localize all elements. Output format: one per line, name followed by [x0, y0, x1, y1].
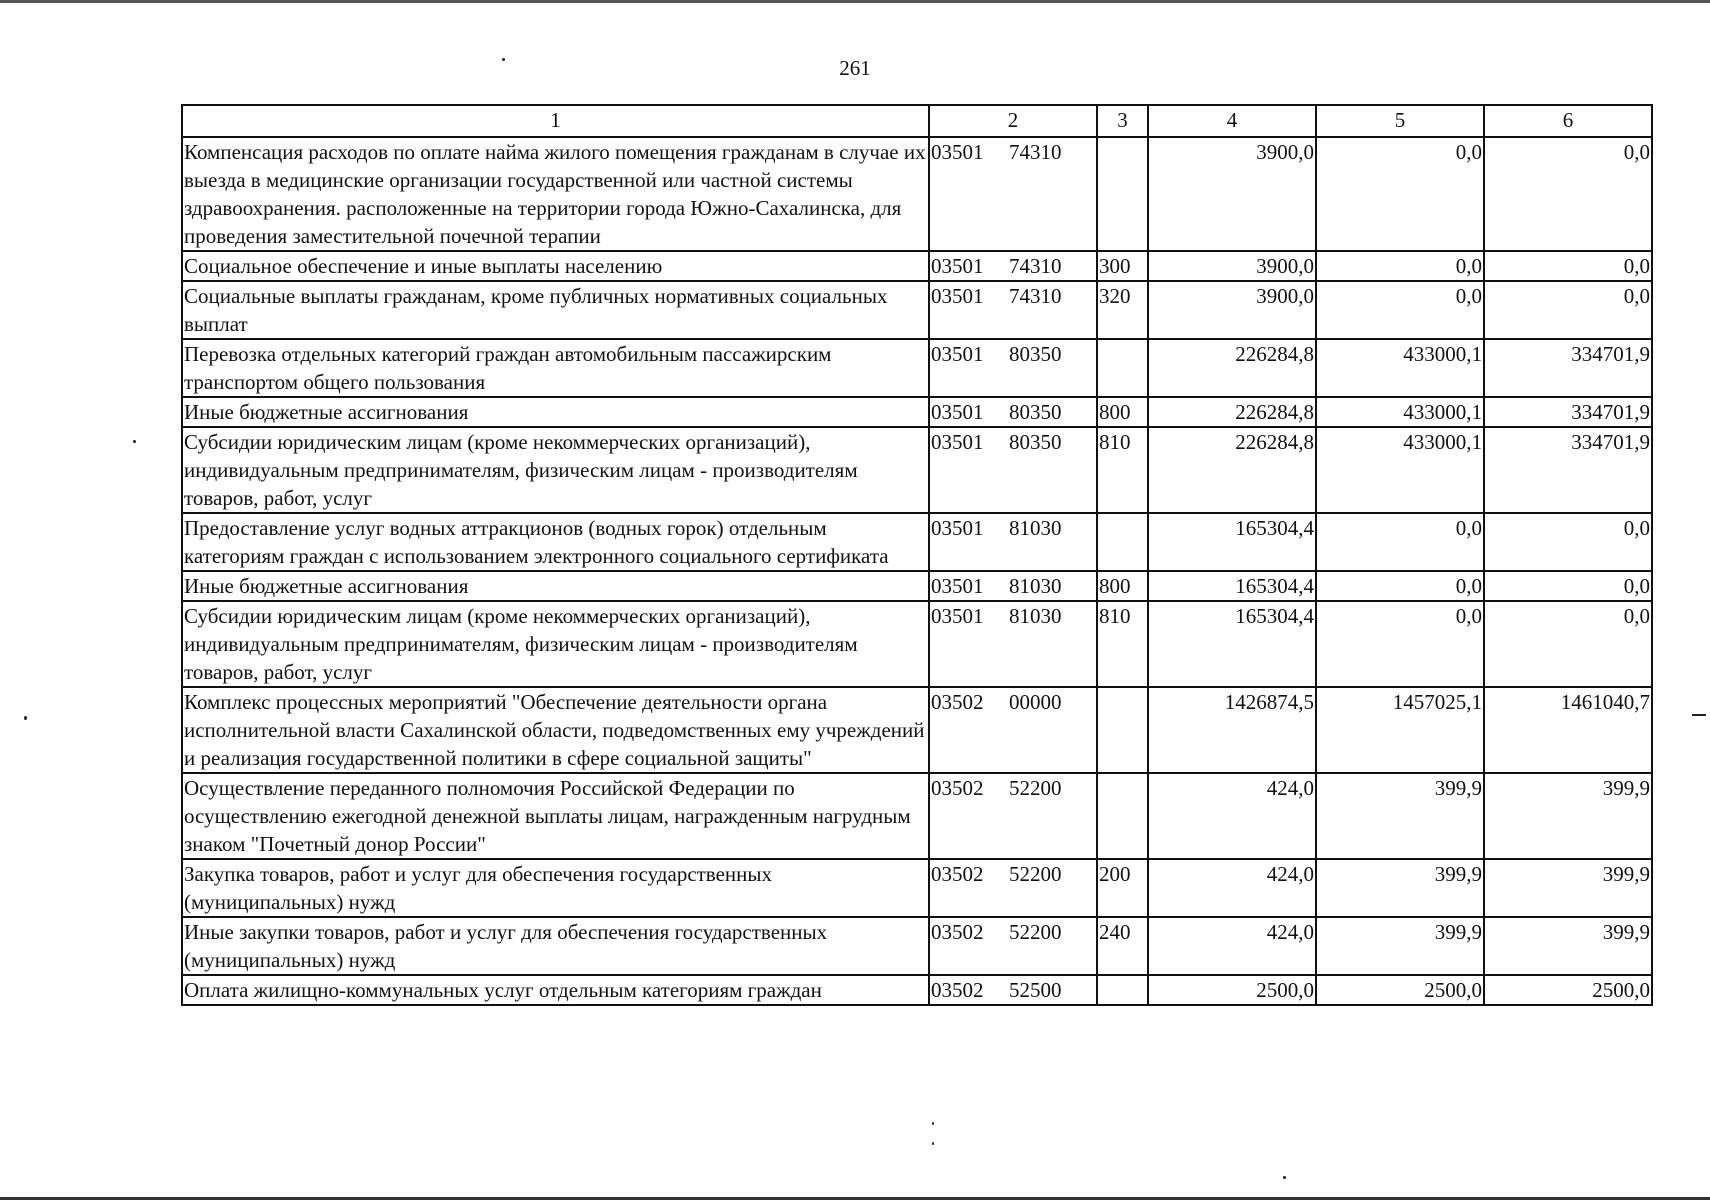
page-number: 261: [839, 56, 871, 80]
row-code: [929, 917, 1097, 975]
table-row: [182, 571, 1652, 601]
row-expense-type: 240: [1097, 917, 1148, 975]
row-name: Субсидии юридическим лицам (кроме некоммерческих организаций), индивидуальным предпринимателям, физическим лицам - производителям товаров, работ, услуг: [182, 427, 929, 513]
row-value-6: 399,9: [1484, 859, 1652, 917]
code-program: 03502: [931, 920, 984, 944]
row-expense-type: 800: [1097, 571, 1148, 601]
code-direction: 52500: [1009, 978, 1062, 1002]
code-direction: 52200: [1009, 862, 1062, 886]
header-col-3: 3: [1097, 105, 1148, 137]
row-value-5: 0,0: [1316, 251, 1484, 281]
row-expense-type: [1097, 513, 1148, 571]
row-code: [929, 339, 1097, 397]
row-code: [929, 571, 1097, 601]
row-value-4: 165304,4: [1148, 513, 1316, 571]
code-program: 03501: [931, 516, 984, 540]
row-name: Иные бюджетные ассигнования: [182, 397, 929, 427]
table-row: [182, 687, 1652, 773]
row-value-5: 433000,1: [1316, 397, 1484, 427]
row-expense-type: [1097, 137, 1148, 251]
row-value-4: 424,0: [1148, 773, 1316, 859]
row-name: Компенсация расходов по оплате найма жилого помещения гражданам в случае их выезда в медицинские организации государственной или частной системы здравоохранения. расположенные на территории города Южно-Сахалинска, для проведения заместительной почечной терапии: [182, 137, 929, 251]
row-value-5: 0,0: [1316, 601, 1484, 687]
row-value-6: 334701,9: [1484, 427, 1652, 513]
code-direction: 00000: [1009, 690, 1062, 714]
row-value-4: 424,0: [1148, 859, 1316, 917]
table-row: [182, 975, 1652, 1005]
row-expense-type: [1097, 773, 1148, 859]
table-row: [182, 251, 1652, 281]
row-code: [929, 687, 1097, 773]
row-name: Иные бюджетные ассигнования: [182, 571, 929, 601]
scan-speck: [502, 58, 505, 61]
scan-speck: [1283, 1176, 1286, 1179]
row-value-4: 165304,4: [1148, 571, 1316, 601]
row-value-5: 0,0: [1316, 281, 1484, 339]
table-row: [182, 513, 1652, 571]
code-program: 03502: [931, 978, 984, 1002]
header-col-5: 5: [1316, 105, 1484, 137]
table-row: [182, 917, 1652, 975]
code-program: 03501: [931, 400, 984, 424]
code-program: 03501: [931, 284, 984, 308]
row-expense-type: 810: [1097, 601, 1148, 687]
scan-border-top: [0, 0, 1710, 3]
row-value-5: 0,0: [1316, 513, 1484, 571]
row-name: Социальное обеспечение и иные выплаты населению: [182, 251, 929, 281]
row-value-6: 0,0: [1484, 513, 1652, 571]
header-row: [182, 105, 1652, 137]
code-program: 03501: [931, 574, 984, 598]
row-value-4: 226284,8: [1148, 427, 1316, 513]
header-col-4: 4: [1148, 105, 1316, 137]
row-name: Иные закупки товаров, работ и услуг для обеспечения государственных (муниципальных) нужд: [182, 917, 929, 975]
row-code: [929, 773, 1097, 859]
row-value-5: 399,9: [1316, 773, 1484, 859]
row-value-4: 424,0: [1148, 917, 1316, 975]
code-direction: 81030: [1009, 574, 1062, 598]
header-col-6: 6: [1484, 105, 1652, 137]
table-row: [182, 339, 1652, 397]
row-name: Предоставление услуг водных аттракционов (водных горок) отдельным категориям граждан с использованием электронного социального сертификата: [182, 513, 929, 571]
row-code: [929, 859, 1097, 917]
row-expense-type: 800: [1097, 397, 1148, 427]
row-code: [929, 975, 1097, 1005]
row-value-6: 0,0: [1484, 137, 1652, 251]
row-name: Осуществление переданного полномочия Российской Федерации по осуществлению ежегодной денежной выплаты лицам, награжденным нагрудным знаком "Почетный донор России": [182, 773, 929, 859]
table-row: [182, 773, 1652, 859]
scan-speck: [1692, 714, 1706, 716]
row-value-4: 3900,0: [1148, 281, 1316, 339]
table-row: [182, 601, 1652, 687]
row-value-4: 1426874,5: [1148, 687, 1316, 773]
row-value-6: 334701,9: [1484, 339, 1652, 397]
table-row: [182, 397, 1652, 427]
row-value-4: 226284,8: [1148, 339, 1316, 397]
row-name: Комплекс процессных мероприятий "Обеспечение деятельности органа исполнительной власти Сахалинской области, подведомственных ему учреждений и реализация государственной политики в сфере социальной защиты": [182, 687, 929, 773]
code-direction: 52200: [1009, 920, 1062, 944]
code-direction: 80350: [1009, 400, 1062, 424]
row-expense-type: 810: [1097, 427, 1148, 513]
budget-table: [181, 104, 1653, 1006]
row-value-5: 433000,1: [1316, 339, 1484, 397]
row-expense-type: [1097, 687, 1148, 773]
code-program: 03502: [931, 690, 984, 714]
header-col-2: 2: [929, 105, 1097, 137]
row-value-4: 3900,0: [1148, 137, 1316, 251]
table-row: [182, 859, 1652, 917]
row-value-6: 399,9: [1484, 773, 1652, 859]
scan-speck: [24, 716, 27, 720]
row-value-6: 334701,9: [1484, 397, 1652, 427]
row-value-5: 2500,0: [1316, 975, 1484, 1005]
row-value-6: 0,0: [1484, 601, 1652, 687]
row-value-5: 0,0: [1316, 571, 1484, 601]
scan-speck: [932, 1122, 934, 1125]
code-program: 03501: [931, 140, 984, 164]
row-value-5: 1457025,1: [1316, 687, 1484, 773]
table-row: [182, 137, 1652, 251]
row-code: [929, 137, 1097, 251]
code-program: 03502: [931, 862, 984, 886]
row-name: Закупка товаров, работ и услуг для обеспечения государственных (муниципальных) нужд: [182, 859, 929, 917]
row-value-6: 2500,0: [1484, 975, 1652, 1005]
row-expense-type: 320: [1097, 281, 1148, 339]
table-row: [182, 427, 1652, 513]
row-expense-type: 300: [1097, 251, 1148, 281]
code-direction: 81030: [1009, 516, 1062, 540]
code-direction: 74310: [1009, 254, 1062, 278]
row-name: Социальные выплаты гражданам, кроме публичных нормативных социальных выплат: [182, 281, 929, 339]
row-value-5: 399,9: [1316, 917, 1484, 975]
row-name: Оплата жилищно-коммунальных услуг отдельным категориям граждан: [182, 975, 929, 1005]
scan-speck: [133, 440, 136, 443]
code-program: 03501: [931, 342, 984, 366]
row-code: [929, 427, 1097, 513]
row-code: [929, 251, 1097, 281]
code-direction: 52200: [1009, 776, 1062, 800]
code-direction: 74310: [1009, 284, 1062, 308]
row-name: Субсидии юридическим лицам (кроме некоммерческих организаций), индивидуальным предпринимателям, физическим лицам - производителям товаров, работ, услуг: [182, 601, 929, 687]
row-value-4: 2500,0: [1148, 975, 1316, 1005]
row-expense-type: [1097, 339, 1148, 397]
row-code: [929, 397, 1097, 427]
code-direction: 81030: [1009, 604, 1062, 628]
code-program: 03502: [931, 776, 984, 800]
code-program: 03501: [931, 430, 984, 454]
row-value-4: 3900,0: [1148, 251, 1316, 281]
code-direction: 80350: [1009, 430, 1062, 454]
row-value-4: 226284,8: [1148, 397, 1316, 427]
row-value-6: 0,0: [1484, 281, 1652, 339]
row-code: [929, 601, 1097, 687]
code-program: 03501: [931, 604, 984, 628]
row-name: Перевозка отдельных категорий граждан автомобильным пассажирским транспортом общего пользования: [182, 339, 929, 397]
row-expense-type: 200: [1097, 859, 1148, 917]
row-code: [929, 513, 1097, 571]
row-code: [929, 281, 1097, 339]
header-col-1: 1: [182, 105, 929, 137]
row-value-5: 433000,1: [1316, 427, 1484, 513]
code-program: 03501: [931, 254, 984, 278]
row-value-6: 399,9: [1484, 917, 1652, 975]
row-value-6: 1461040,7: [1484, 687, 1652, 773]
scan-speck: [932, 1142, 934, 1145]
row-expense-type: [1097, 975, 1148, 1005]
row-value-5: 0,0: [1316, 137, 1484, 251]
row-value-4: 165304,4: [1148, 601, 1316, 687]
row-value-6: 0,0: [1484, 251, 1652, 281]
code-direction: 80350: [1009, 342, 1062, 366]
row-value-6: 0,0: [1484, 571, 1652, 601]
code-direction: 74310: [1009, 140, 1062, 164]
row-value-5: 399,9: [1316, 859, 1484, 917]
table-row: [182, 281, 1652, 339]
